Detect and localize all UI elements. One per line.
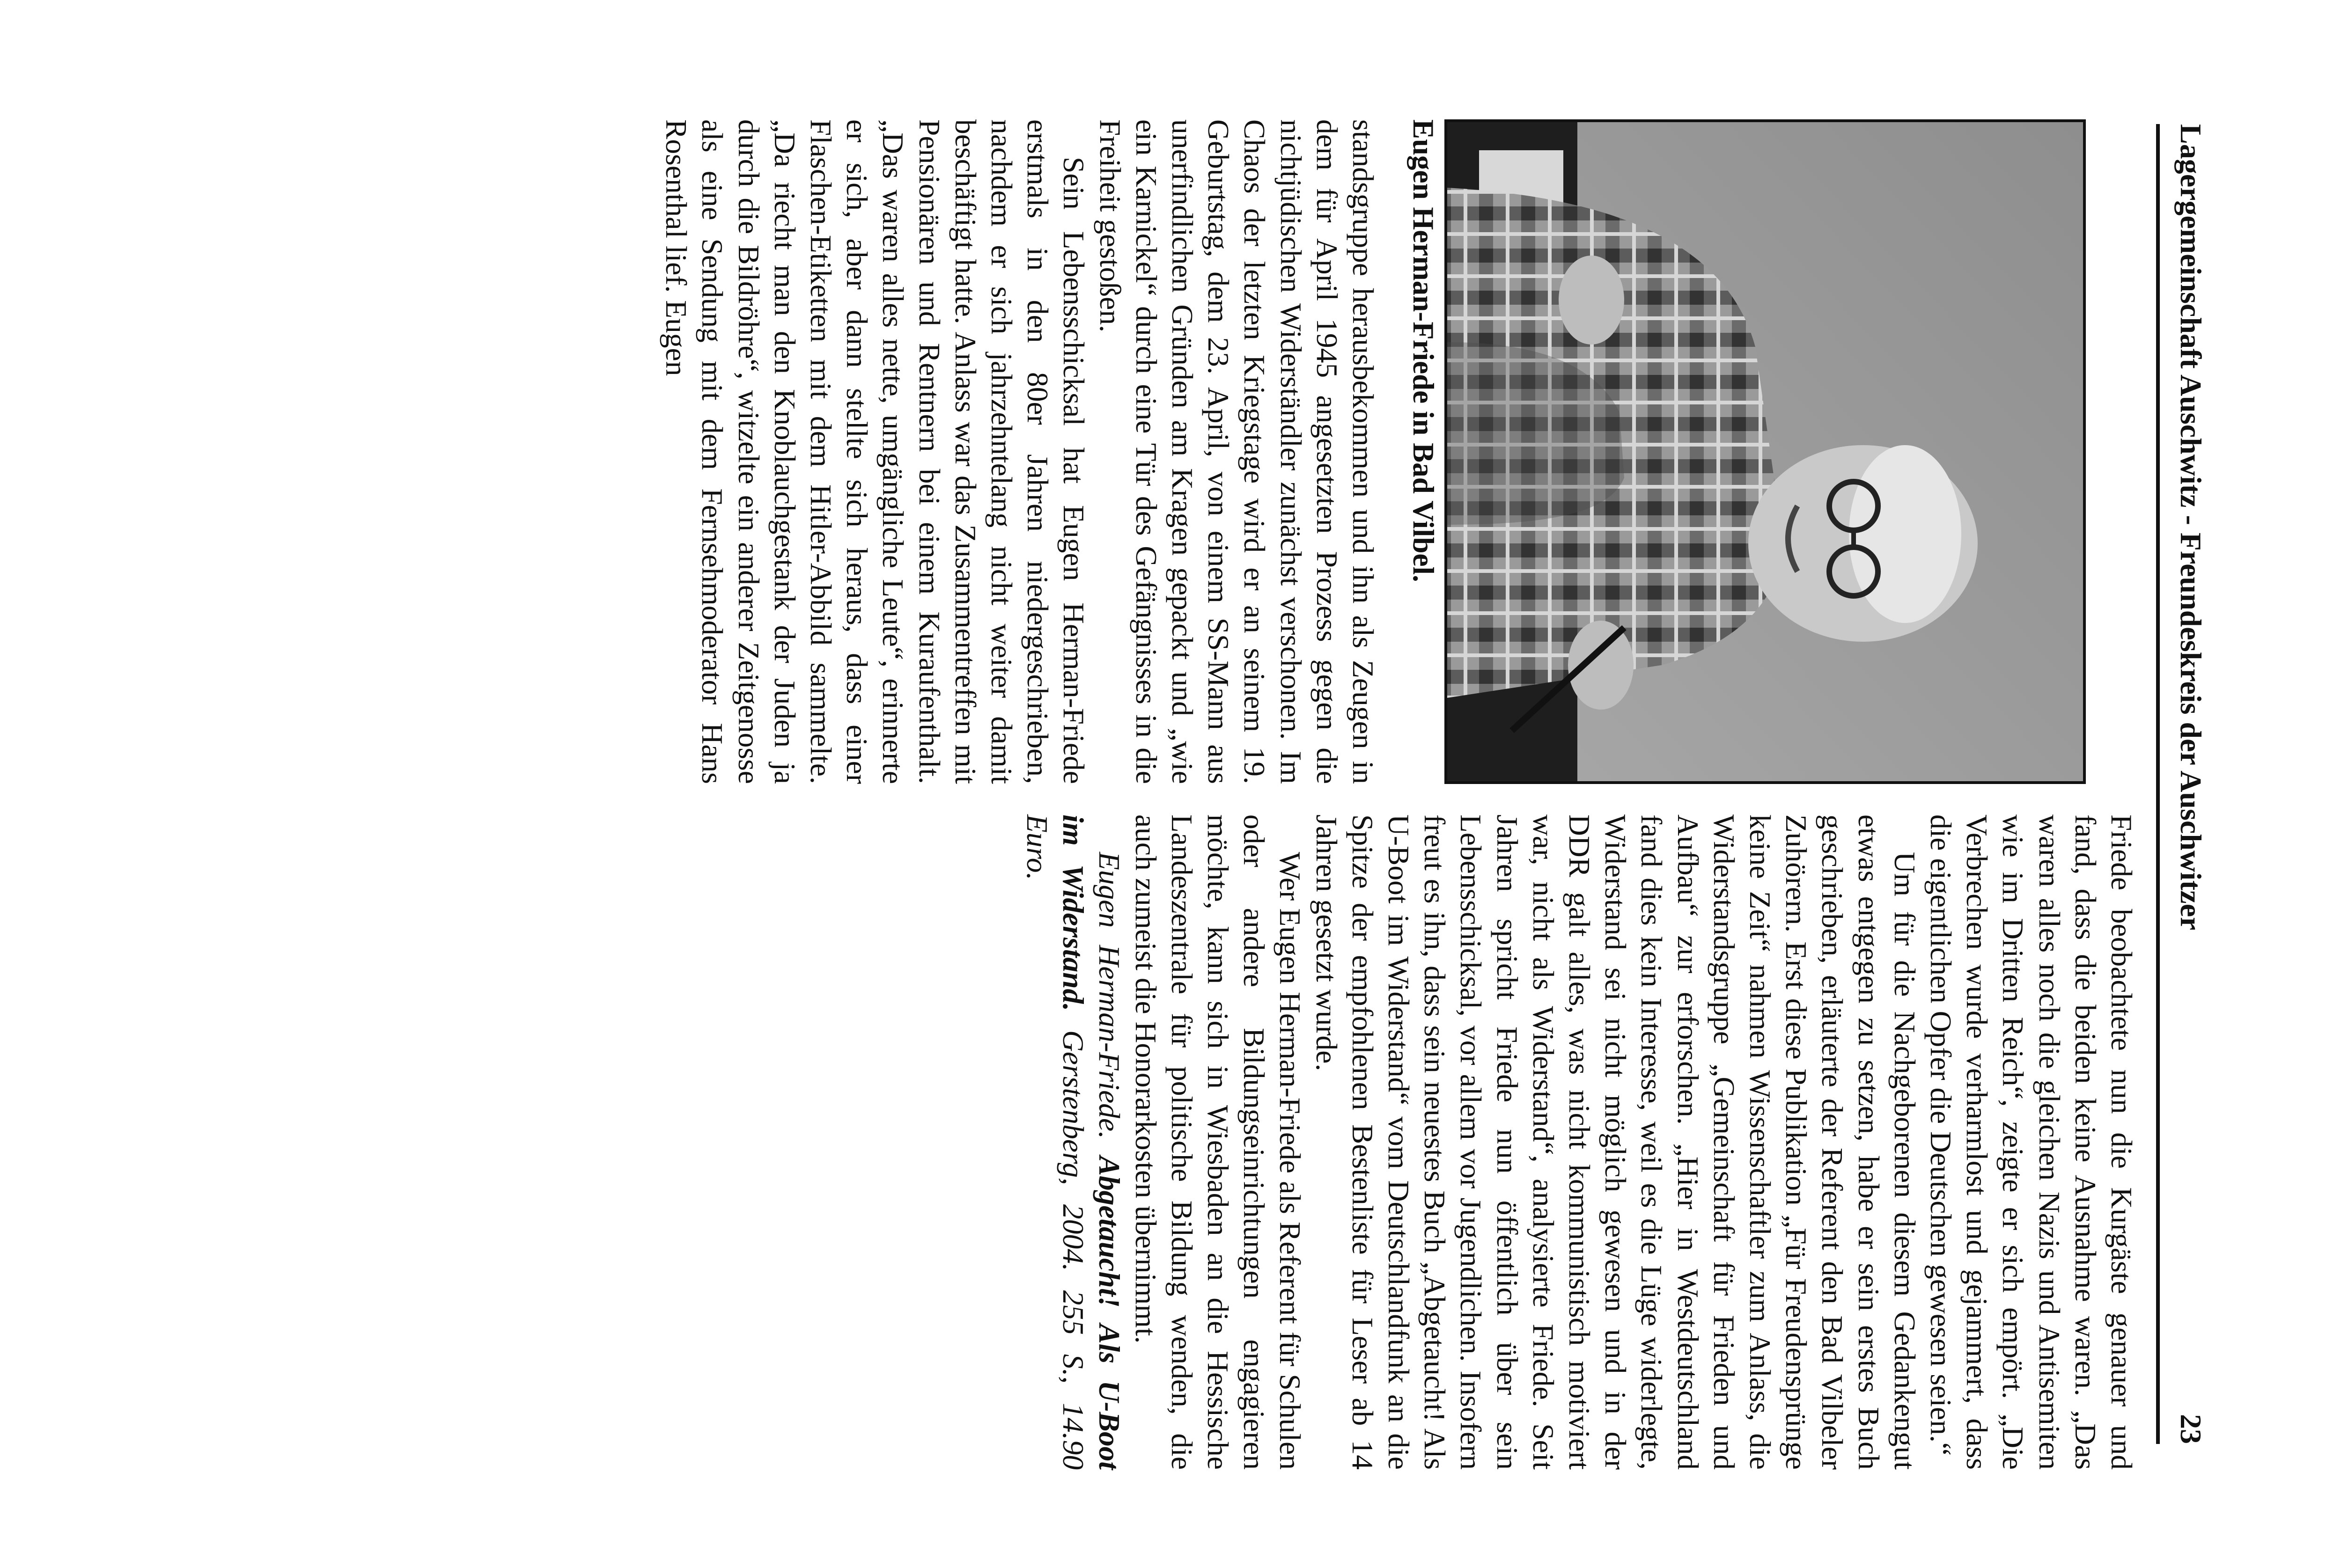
paragraph: Friede beobachtete nun die Kurgäste genauer und fand, dass die beiden keine Ausnahme waren. „Das waren alles noch die gleichen Nazis und Antisemiten wie im Dritten Reich“, zeigte er sich empört. „Die Verbrechen wurde verharmlost und gejammert, dass die eigentlichen Opfer die Deutschen gewesen seien.“	[1924, 814, 2138, 1470]
article-column-left	[658, 119, 1381, 784]
header-rule	[2156, 124, 2160, 1444]
book-author: Eugen Herman-Friede.	[1093, 852, 1126, 1139]
paragraph: Sein Lebensschicksal hat Eugen Herman-Friede erstmals in den 80er Jahren niedergeschrieben, nachdem er sich jahrzehntelang nicht weiter damit beschäftigt hatte. Anlass war das Zusammentreffen mit Pensionären und Rentnern bei einem Kuraufenthalt. „Das waren alles nette, umgängliche Leute“, erinnerte er sich, aber dann stellte sich heraus, dass einer Flaschen-Etiketten mit dem Hitler-Abbild sammelte. „Da riecht man den Knoblauchgestank der Juden ja durch die Bildröhre“, witzelte ein anderer Zeitgenosse als eine Sendung mit dem Fernsehmoderator Hans Rosenthal lief. Eugen	[660, 119, 1091, 784]
portrait-photo	[1444, 119, 2086, 784]
portrait-photo-image	[1447, 122, 2083, 781]
running-header: Lagergemeinschaft Auschwitz - Freundeskreis der Auschwitzer	[2174, 124, 2208, 931]
paragraph: Um für die Nachgeborenen diesem Gedankengut etwas entgegen zu setzen, habe er sein erstes Buch geschrieben, erläuterte der Referent den Bad Vilbeler Zuhörern. Erst diese Publikation „Für Freudensprünge keine Zeit“ nahmen Wissenschaftler zum Anlass, die Widerstandsgruppe „Gemeinschaft für Frieden und Aufbau“ zur erforschen. „Hier in Westdeutschland fand dies kein Interesse, weil es die Lüge widerlegte, Widerstand sei nicht möglich gewesen und in der DDR galt alles, was nicht kommunistisch motiviert war, nicht als Widerstand“, analysierte Friede. Seit Jahren spricht Friede nun öffentlich über sein Lebensschicksal, vor allem vor Jugendlichen. Insofern freut es ihn, dass sein neuestes Buch „Abgetaucht! Als U-Boot im Widerstand“ vom Deutschlandfunk an die Spitze der empfohlenen Bestenliste für Leser ab 14 Jahren gesetzt wurde.	[1310, 814, 1921, 1470]
article-column-right	[1019, 814, 2140, 1470]
book-title: Abgetaucht! Als U-Boot im Widerstand.	[1057, 814, 1126, 1470]
paragraph: Wer Eugen Herman-Friede als Referent für Schulen oder andere Bildungseinrichtungen engagieren möchte, kann sich in Wiesbaden an die Hessische Landeszentrale für politische Bildung wenden, die auch zumeist die Honorarkosten übernimmt.	[1129, 814, 1307, 1470]
photo-caption: Eugen Herman-Friede in Bad Vilbel.	[1407, 119, 1440, 582]
book-details: Gerstenberg, 2004. 255 S., 14.90 Euro.	[1020, 814, 1090, 1470]
book-reference	[1019, 814, 1128, 1470]
paragraph: standsgruppe herausbekommen und ihn als Zeugen in dem für April 1945 angesetzten Prozess gegen die nichtjüdischen Widerständler zunächst verschonen. Im Chaos der letzten Kriegstage wird er an seinem 19. Geburtstag, dem 23. April, von einem SS-Mann aus unerfindlichen Gründen am Kragen gepackt und „wie ein Karnickel“ durch eine Tür des Gefängnisses in die Freiheit gestoßen.	[1093, 119, 1380, 784]
page-number: 23	[2174, 1414, 2208, 1444]
